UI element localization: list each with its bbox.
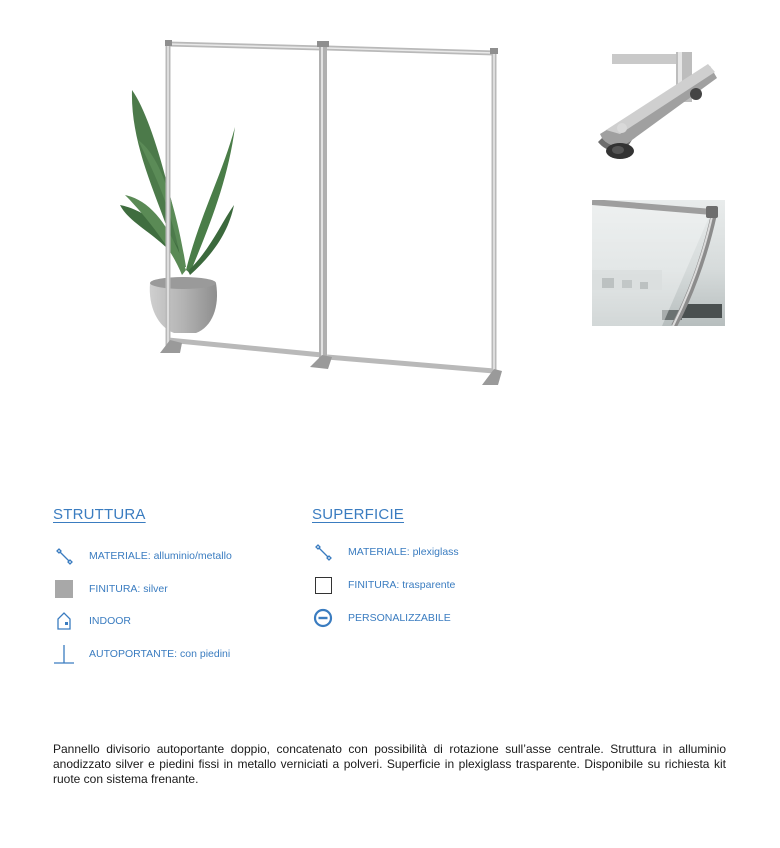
superficie-personalizzabile-row: [312, 607, 451, 629]
superficie-finitura-row: [312, 574, 455, 596]
stand-foot-icon: [53, 643, 75, 665]
silver-swatch-icon: [53, 578, 75, 600]
spec-text: MATERIALE: plexiglass: [348, 546, 459, 558]
transparent-swatch-icon: [312, 574, 334, 596]
customize-icon: [312, 607, 334, 629]
struttura-materiale-row: [53, 545, 232, 567]
plant-pot: [150, 283, 217, 333]
struttura-finitura-row: [53, 578, 168, 600]
center-foot: [310, 355, 332, 369]
double-partition-panel-drawing: [110, 35, 510, 395]
spec-text: MATERIALE: alluminio/metallo: [89, 550, 232, 562]
spec-text: AUTOPORTANTE: con piedini: [89, 648, 231, 660]
frame-corner-detail-photo: [592, 200, 725, 326]
plant-leaves: [120, 90, 235, 275]
wheel-detail-photo: [592, 38, 725, 170]
struttura-title: STRUTTURA: [53, 506, 146, 523]
spec-text: FINITURA: silver: [89, 583, 168, 595]
struttura-autoportante-row: [53, 643, 230, 665]
spec-text: PERSONALIZZABILE: [348, 612, 451, 624]
wrench-icon: [312, 541, 334, 563]
spec-text: INDOOR: [89, 615, 131, 627]
product-description: Pannello divisorio autoportante doppio, concatenato con possibilità di rotazione sull’asse centrale. Struttura in alluminio anodizzato silver e piedini fissi in metallo verniciati a polveri. Superficie in plexiglass trasparente. Disponibile su richiesta kit ruote con sistema frenante.: [53, 742, 726, 786]
product-illustration: [110, 35, 510, 395]
superficie-title: SUPERFICIE: [312, 506, 405, 523]
wrench-icon: [53, 545, 75, 567]
right-panel-frame: [327, 48, 495, 375]
struttura-indoor-row: [53, 610, 131, 632]
superficie-materiale-row: [312, 541, 459, 563]
spec-text: FINITURA: trasparente: [348, 579, 456, 591]
house-icon: [53, 610, 75, 632]
